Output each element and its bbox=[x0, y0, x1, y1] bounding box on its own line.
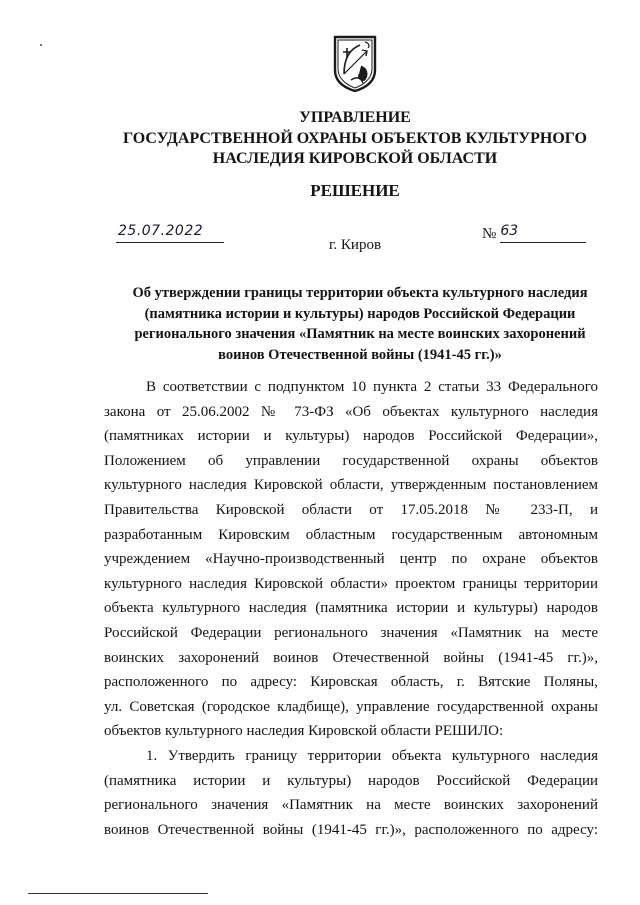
body-line: Правительства Кировской области от 17.05.2018 № 233-П, и bbox=[104, 501, 598, 518]
body-line: ул. Советская (городское кладбище), управление государственной охраны bbox=[104, 698, 598, 715]
body-line: воинов Отечественной войны (1941-45 гг.)», расположенного по адресу: bbox=[104, 821, 598, 838]
agency-name bbox=[80, 108, 630, 170]
handwritten-number: 63 bbox=[500, 223, 586, 243]
body-line: Российской Федерации регионального значения «Памятник на месте bbox=[104, 624, 598, 641]
body-line: учреждением «Научно-производственный центр по охране объектов bbox=[104, 551, 598, 568]
body-line: культурного наследия Кировской области» проектом границы территории bbox=[104, 575, 598, 592]
body-line: В соответствии с подпунктом 10 пункта 2 статьи 33 Федерального bbox=[146, 379, 598, 395]
body-line: воинских захоронений воинов Отечественной войны (1941-45 гг.)», bbox=[104, 649, 598, 666]
kirov-coat-of-arms-icon bbox=[331, 34, 379, 92]
document-body bbox=[104, 375, 598, 842]
subject-line: регионального значения «Памятник на месте воинских захоронений bbox=[134, 326, 586, 342]
scan-speck bbox=[40, 44, 42, 46]
body-line: (памятника истории и культуры) народов Российской Федерации bbox=[104, 772, 598, 789]
footnote-divider bbox=[28, 893, 208, 894]
subject-line: (памятника истории и культуры) народов Российской Федерации bbox=[144, 305, 576, 322]
city: г. Киров bbox=[328, 237, 382, 253]
subject-line: воинов Отечественной войны (1941-45 гг.)» bbox=[218, 346, 502, 363]
document-type: РЕШЕНИЕ bbox=[310, 181, 400, 200]
body-line: регионального значения «Памятник на месте воинских захоронений bbox=[104, 797, 598, 814]
body-line: (памятниках истории и культуры) народов Российской Федерации», bbox=[104, 428, 598, 445]
body-line: разработанным Кировским областным государственным автономным bbox=[104, 526, 598, 543]
body-line: объектов культурного наследия Кировской области РЕШИЛО: bbox=[104, 723, 504, 740]
number-label: № bbox=[482, 226, 497, 242]
body-line: расположенного по адресу: Кировская область, г. Вятские Поляны, bbox=[104, 674, 598, 691]
agency-line: УПРАВЛЕНИЕ bbox=[299, 109, 411, 126]
body-line: Положением об управлении государственной охраны объектов bbox=[104, 452, 598, 469]
body-line: объекта культурного наследия (памятника истории и культуры) народов bbox=[104, 600, 598, 617]
body-line: 1. Утвердить границу территории объекта культурного наследия bbox=[146, 747, 598, 764]
agency-line: ГОСУДАРСТВЕННОЙ ОХРАНЫ ОБЪЕКТОВ КУЛЬТУРНОГО bbox=[123, 129, 587, 147]
document-subject bbox=[100, 283, 620, 365]
body-line: закона от 25.06.2002 № 73-ФЗ «Об объектах культурного наследия bbox=[104, 403, 598, 420]
body-line: культурного наследия Кировской области, утвержденным постановлением bbox=[104, 477, 598, 494]
subject-line: Об утверждении границы территории объекта культурного наследия bbox=[132, 285, 588, 301]
agency-line: НАСЛЕДИЯ КИРОВСКОЙ ОБЛАСТИ bbox=[212, 150, 498, 167]
handwritten-date: 25.07.2022 bbox=[116, 223, 224, 243]
